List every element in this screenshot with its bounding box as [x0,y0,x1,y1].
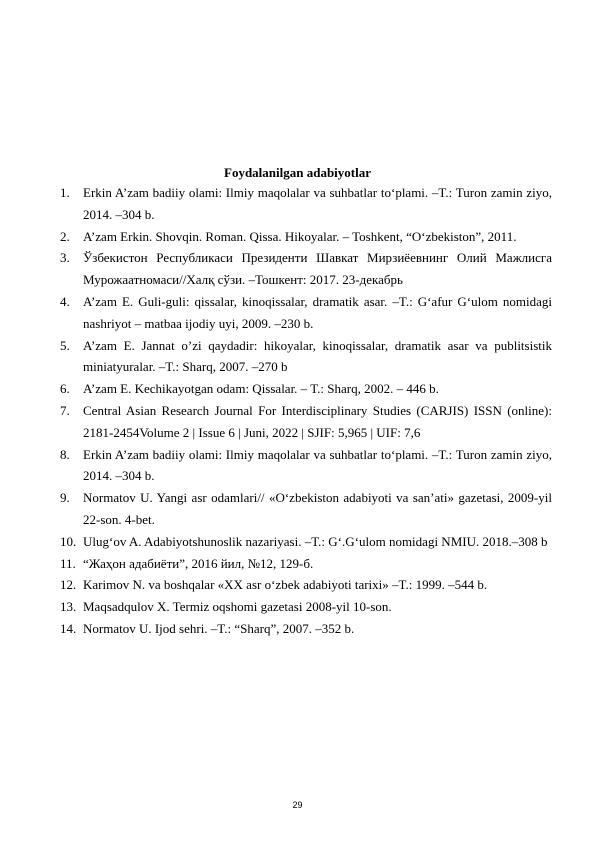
reference-text: A’zam E. Kechikayotgan odam: Qissalar. – T.: Sharq, 2002. – 446 b. [83,381,439,397]
reference-text: Karimov N. va boshqalar «XX asr o‘zbek adabiyoti tarixi» –T.: 1999. –544 b. [83,577,488,593]
reference-text: Normatov U. Ijod sehri. –T.: “Sharq”, 2007. –352 b. [83,620,355,636]
reference-list [60,182,552,640]
reference-text: Erkin A’zam badiiy olami: Ilmiy maqolalar va suhbatlar to‘plami. –T.: Turon zamin ziyo, 2014. –304 b. [83,185,552,222]
reference-number: 14. [60,620,77,636]
reference-number: 4. [60,293,70,309]
reference-number: 12. [60,577,77,593]
reference-text: Ulug‘ov A. Adabiyotshunoslik nazariyasi. –T.: G‘.G‘ulom nomidagi NMIU. 2018.–308 b [83,533,548,549]
reference-item [60,335,552,379]
reference-item [60,618,552,640]
reference-item [60,596,552,618]
reference-number: 3. [60,250,70,266]
reference-number: 7. [60,402,70,418]
reference-number: 9. [60,490,70,506]
reference-text: A’zam Erkin. Shovqin. Roman. Qissa. Hikoyalar. – Toshkent, “O‘zbekiston”, 2011. [83,228,517,244]
reference-number: 2. [60,228,70,244]
reference-number: 8. [60,446,70,462]
reference-text: Central Asian Research Journal For Interdisciplinary Studies (CARJIS) ISSN (online): 2181-2454Volume 2 | Issue 6 | Juni, 2022 | SJIF: 5,965 | UIF: 7,6 [83,402,552,440]
reference-item [60,226,552,248]
page-title: Foydalanilgan adabiyotlar [224,165,371,180]
reference-item [60,400,552,444]
reference-item [60,247,552,291]
page-number: 29 [292,800,303,810]
reference-text: Erkin A’zam badiiy olami: Ilmiy maqolalar va suhbatlar to‘plami. –T.: Turon zamin ziyo, 2014. –304 b. [83,446,552,484]
reference-text: “Жаҳон адабиёти”, 2016 йил, №12, 129-б. [83,555,314,571]
reference-item [60,378,552,400]
reference-number: 1. [60,185,70,200]
reference-number: 10. [60,533,77,549]
reference-item [60,553,552,575]
reference-text: Ўзбекистон Республикаси Президенти Шавкат Мирзиёевнинг Олий Мажлисга Мурожаатномаси//Халқ сўзи. –Тошкент: 2017. 23-декабрь [83,250,552,288]
reference-text: Maqsadqulov X. Termiz oqshomi gazetasi 2008-yil 10-son. [83,599,392,615]
reference-item [60,182,552,226]
reference-item [60,487,552,531]
reference-item [60,574,552,596]
reference-item [60,444,552,488]
reference-number: 11. [60,555,76,571]
reference-number: 5. [60,337,70,353]
reference-item [60,291,552,335]
reference-text: A’zam E. Guli-guli: qissalar, kinoqissalar, dramatik asar. –T.: G‘afur G‘ulom nomidagi nashriyot – matbaa ijodiy uyi, 2009. –230 b. [83,293,552,331]
reference-item [60,531,552,553]
reference-number: 6. [60,381,70,397]
reference-number: 13. [60,599,77,615]
reference-text: A’zam E. Jannat o’zi qaydadir: hikoyalar, kinoqissalar, dramatik asar va publitsistik miniatyuralar. –T.: Sharq, 2007. –270 b [83,337,552,375]
reference-text: Normatov U. Yangi asr odamlari// «O‘zbekiston adabiyoti va san’ati» gazetasi, 2009-yil 22-son. 4-bet. [83,490,552,527]
